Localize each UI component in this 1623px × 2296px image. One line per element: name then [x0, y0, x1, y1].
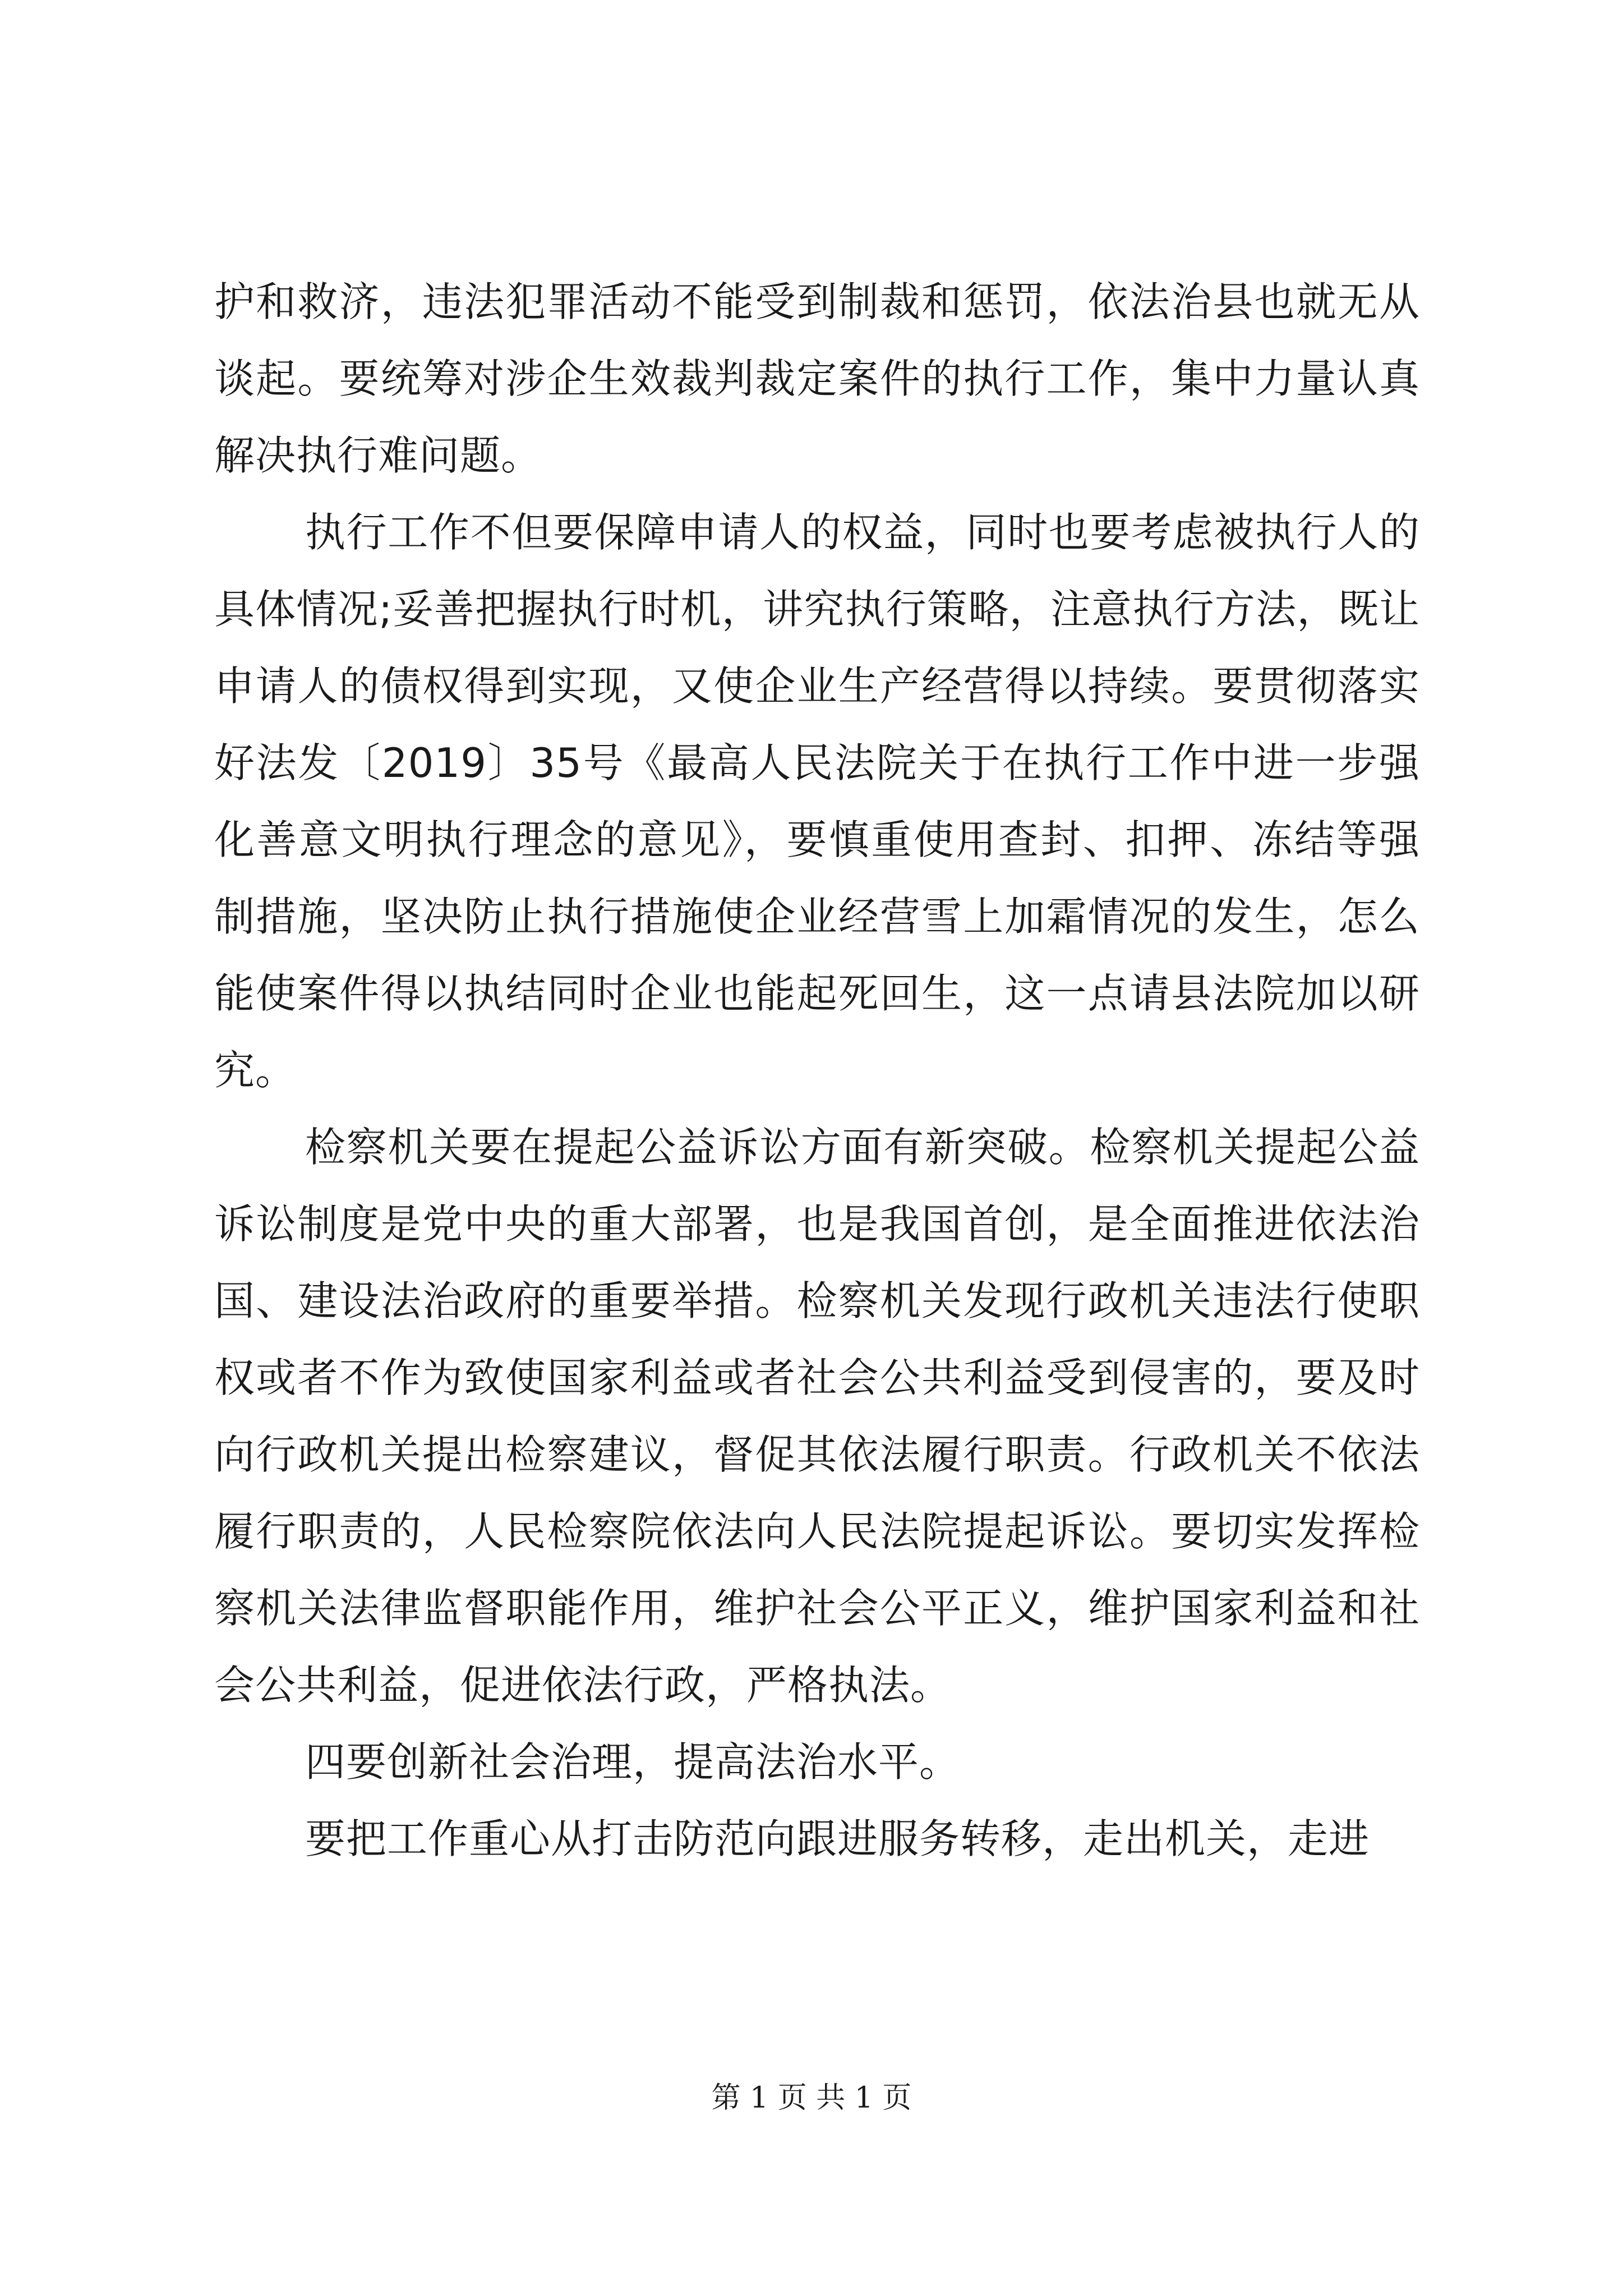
- paragraph-1: 护和救济，违法犯罪活动不能受到制裁和惩罚，依法治县也就无从谈起。要统筹对涉企生效裁判裁定案件的执行工作，集中力量认真解决执行难问题。: [214, 278, 1420, 479]
- page-footer: [0, 2076, 1623, 2120]
- paragraph-3: 检察机关要在提起公益诉讼方面有新突破。检察机关提起公益诉讼制度是党中央的重大部署，也是我国首创，是全面推进依法治国、建设法治政府的重要举措。检察机关发现行政机关违法行使职权或者不作为致使国家利益或者社会公共利益受到侵害的，要及时向行政机关提出检察建议，督促其依法履行职责。行政机关不依法履行职责的，人民检察院依法向人民法院提起诉讼。要切实发挥检察机关法律监督职能作用，维护社会公平正义，维护国家利益和社会公共利益，促进依法行政，严格执法。: [214, 1124, 1420, 1709]
- page-number-label: 第 1 页 共 1 页: [711, 2081, 912, 2115]
- paragraph-4: 四要创新社会治理，提高法治水平。: [305, 1738, 961, 1786]
- document-body: [214, 264, 1420, 1878]
- paragraph-5: 要把工作重心从打击防范向跟进服务转移，走出机关，走进: [305, 1815, 1370, 1862]
- paragraph-2: 执行工作不但要保障申请人的权益，同时也要考虑被执行人的具体情况;妥善把握执行时机，讲究执行策略，注意执行方法，既让申请人的债权得到实现，又使企业生产经营得以持续。要贯彻落实好法发〔2019〕35号《最高人民法院关于在执行工作中进一步强化善意文明执行理念的意见》，要慎重使用查封、扣押、冻结等强制措施，坚决防止执行措施使企业经营雪上加霜情况的发生，怎么能使案件得以执结同时企业也能起死回生，这一点请县法院加以研究。: [214, 509, 1420, 1094]
